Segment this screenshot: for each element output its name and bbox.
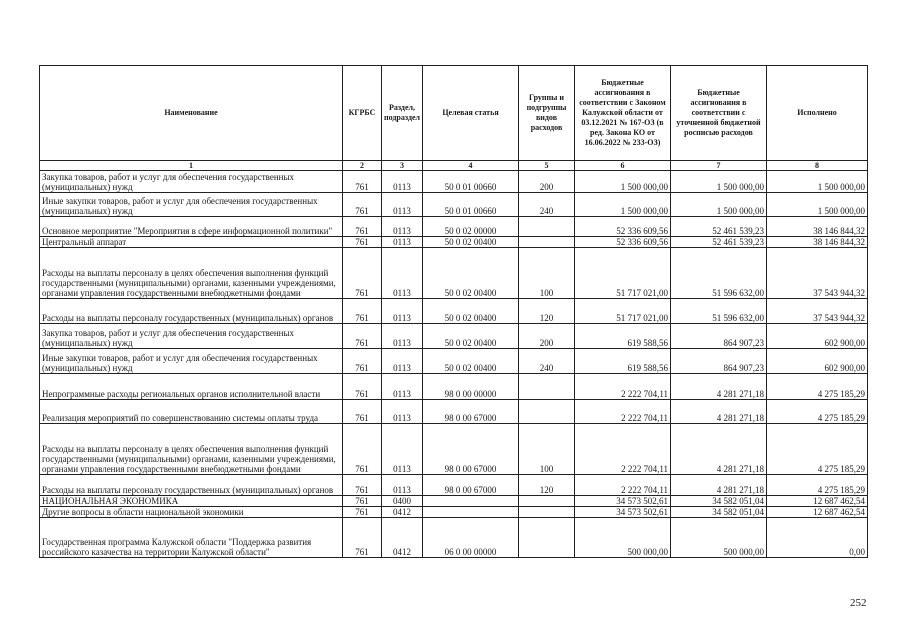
- budget-table: [39, 65, 868, 558]
- row-kgrbs: 761: [343, 299, 382, 324]
- row-razdel: 0412: [382, 507, 423, 518]
- table-row: [40, 324, 868, 349]
- row-group: [519, 217, 575, 237]
- row-target: 98 0 00 67000: [423, 400, 519, 424]
- header-kgrbs: КГРБС: [343, 66, 382, 161]
- row-razdel: 0113: [382, 193, 423, 217]
- row-target: 50 0 02 00400: [423, 349, 519, 374]
- row-executed: 1 500 000,00: [767, 171, 868, 193]
- row-kgrbs: 761: [343, 217, 382, 237]
- header-refined-allocation: Бюджетные ассигнования в соответствии с уточненной бюджетной росписью расходов: [671, 66, 767, 161]
- row-razdel: 0400: [382, 496, 423, 507]
- row-group: 200: [519, 324, 575, 349]
- row-law-allocation: 500 000,00: [575, 518, 671, 558]
- row-kgrbs: 761: [343, 518, 382, 558]
- table-row: [40, 193, 868, 217]
- row-kgrbs: 761: [343, 171, 382, 193]
- row-razdel: 0113: [382, 374, 423, 400]
- header-row: [40, 66, 868, 161]
- row-law-allocation: 51 717 021,00: [575, 299, 671, 324]
- row-refined-allocation: 52 461 539,23: [671, 217, 767, 237]
- column-number: 6: [575, 161, 671, 171]
- row-law-allocation: 52 336 609,56: [575, 237, 671, 248]
- table-row: [40, 507, 868, 518]
- table-row: [40, 400, 868, 424]
- row-executed: 38 146 844,32: [767, 217, 868, 237]
- row-refined-allocation: 500 000,00: [671, 518, 767, 558]
- row-target: 98 0 00 00000: [423, 374, 519, 400]
- row-kgrbs: 761: [343, 248, 382, 299]
- row-kgrbs: 761: [343, 507, 382, 518]
- table-row: [40, 518, 868, 558]
- page-number: 252: [850, 597, 867, 609]
- row-law-allocation: 619 588,56: [575, 349, 671, 374]
- row-refined-allocation: 51 596 632,00: [671, 248, 767, 299]
- row-group: 200: [519, 171, 575, 193]
- row-razdel: 0113: [382, 424, 423, 475]
- row-refined-allocation: 52 461 539,23: [671, 237, 767, 248]
- row-law-allocation: 1 500 000,00: [575, 171, 671, 193]
- row-target: [423, 507, 519, 518]
- row-group: 240: [519, 349, 575, 374]
- row-executed: 4 275 185,29: [767, 374, 868, 400]
- row-target: 50 0 02 00400: [423, 248, 519, 299]
- row-kgrbs: 761: [343, 496, 382, 507]
- row-kgrbs: 761: [343, 475, 382, 496]
- row-kgrbs: 761: [343, 324, 382, 349]
- row-target: 50 0 02 00400: [423, 237, 519, 248]
- row-refined-allocation: 34 582 051,04: [671, 496, 767, 507]
- row-name: Другие вопросы в области национальной экономики: [40, 507, 343, 518]
- header-name: Наименование: [40, 66, 343, 161]
- row-group: 120: [519, 299, 575, 324]
- header-law-allocation: Бюджетные ассигнования в соответствии с Законом Калужской области от 03.12.2021 № 167-ОЗ (в ред. Закона КО от 16.06.2022 № 233-ОЗ): [575, 66, 671, 161]
- header-razdel: Раздел, подраздел: [382, 66, 423, 161]
- row-law-allocation: 2 222 704,11: [575, 475, 671, 496]
- header-groups: Группы и подгруппы видов расходов: [519, 66, 575, 161]
- row-razdel: 0113: [382, 237, 423, 248]
- row-razdel: 0113: [382, 171, 423, 193]
- column-number: 1: [40, 161, 343, 171]
- table-row: [40, 475, 868, 496]
- row-name: Закупка товаров, работ и услуг для обеспечения государственных (муниципальных) нужд: [40, 171, 343, 193]
- row-target: 50 0 01 00660: [423, 171, 519, 193]
- row-name: Непрограммные расходы региональных органов исполнительной власти: [40, 374, 343, 400]
- row-executed: 1 500 000,00: [767, 193, 868, 217]
- row-name: НАЦИОНАЛЬНАЯ ЭКОНОМИКА: [40, 496, 343, 507]
- row-razdel: 0113: [382, 217, 423, 237]
- row-group: 240: [519, 193, 575, 217]
- row-name: Расходы на выплаты персоналу в целях обеспечения выполнения функций государственными (муниципальными) органами, казенными учреждениями, органами управления государственными внебюджетными фондами: [40, 248, 343, 299]
- row-kgrbs: 761: [343, 193, 382, 217]
- row-refined-allocation: 4 281 271,18: [671, 400, 767, 424]
- column-number: 2: [343, 161, 382, 171]
- table-row: [40, 217, 868, 237]
- row-name: Закупка товаров, работ и услуг для обеспечения государственных (муниципальных) нужд: [40, 324, 343, 349]
- row-law-allocation: 2 222 704,11: [575, 400, 671, 424]
- row-group: [519, 374, 575, 400]
- row-name: Иные закупки товаров, работ и услуг для обеспечения государственных (муниципальных) нужд: [40, 193, 343, 217]
- table-row: [40, 171, 868, 193]
- row-name: Реализация мероприятий по совершенствованию системы оплаты труда: [40, 400, 343, 424]
- row-refined-allocation: 4 281 271,18: [671, 475, 767, 496]
- row-target: 50 0 02 00400: [423, 299, 519, 324]
- column-number: 8: [767, 161, 868, 171]
- row-law-allocation: 34 573 502,61: [575, 496, 671, 507]
- row-law-allocation: 2 222 704,11: [575, 424, 671, 475]
- row-name: Расходы на выплаты персоналу государственных (муниципальных) органов: [40, 299, 343, 324]
- row-executed: 12 687 462,54: [767, 507, 868, 518]
- table-row: [40, 349, 868, 374]
- row-law-allocation: 34 573 502,61: [575, 507, 671, 518]
- row-executed: 4 275 185,29: [767, 424, 868, 475]
- table-row: [40, 496, 868, 507]
- row-group: [519, 400, 575, 424]
- column-number: 4: [423, 161, 519, 171]
- row-law-allocation: 1 500 000,00: [575, 193, 671, 217]
- row-group: [519, 507, 575, 518]
- table-row: [40, 374, 868, 400]
- table-row: [40, 248, 868, 299]
- column-number-row: [40, 161, 868, 171]
- row-razdel: 0412: [382, 518, 423, 558]
- table-row: [40, 424, 868, 475]
- row-law-allocation: 52 336 609,56: [575, 217, 671, 237]
- row-kgrbs: 761: [343, 424, 382, 475]
- row-kgrbs: 761: [343, 237, 382, 248]
- row-refined-allocation: 4 281 271,18: [671, 374, 767, 400]
- row-name: Государственная программа Калужской области "Поддержка развития российского казачества на территории Калужской области": [40, 518, 343, 558]
- row-refined-allocation: 864 907,23: [671, 324, 767, 349]
- row-name: Расходы на выплаты персоналу государственных (муниципальных) органов: [40, 475, 343, 496]
- row-name: Расходы на выплаты персоналу в целях обеспечения выполнения функций государственными (муниципальными) органами, казенными учреждениями, органами управления государственными внебюджетными фондами: [40, 424, 343, 475]
- row-law-allocation: 619 588,56: [575, 324, 671, 349]
- row-target: 98 0 00 67000: [423, 475, 519, 496]
- header-executed: Исполнено: [767, 66, 868, 161]
- row-razdel: 0113: [382, 299, 423, 324]
- row-law-allocation: 2 222 704,11: [575, 374, 671, 400]
- row-kgrbs: 761: [343, 349, 382, 374]
- row-executed: 0,00: [767, 518, 868, 558]
- row-target: 50 0 01 00660: [423, 193, 519, 217]
- row-name: Основное мероприятие "Мероприятия в сфере информационной политики": [40, 217, 343, 237]
- row-refined-allocation: 1 500 000,00: [671, 193, 767, 217]
- row-target: [423, 496, 519, 507]
- row-name: Иные закупки товаров, работ и услуг для обеспечения государственных (муниципальных) нужд: [40, 349, 343, 374]
- table-row: [40, 237, 868, 248]
- row-refined-allocation: 864 907,23: [671, 349, 767, 374]
- row-target: 50 0 02 00000: [423, 217, 519, 237]
- row-target: 98 0 00 67000: [423, 424, 519, 475]
- column-number: 5: [519, 161, 575, 171]
- row-refined-allocation: 4 281 271,18: [671, 424, 767, 475]
- row-group: 100: [519, 424, 575, 475]
- row-group: 120: [519, 475, 575, 496]
- row-kgrbs: 761: [343, 374, 382, 400]
- row-razdel: 0113: [382, 475, 423, 496]
- row-target: 06 0 00 00000: [423, 518, 519, 558]
- header-target: Целевая статья: [423, 66, 519, 161]
- row-kgrbs: 761: [343, 400, 382, 424]
- row-executed: 602 900,00: [767, 324, 868, 349]
- row-refined-allocation: 34 582 051,04: [671, 507, 767, 518]
- row-group: [519, 237, 575, 248]
- row-executed: 12 687 462,54: [767, 496, 868, 507]
- row-razdel: 0113: [382, 349, 423, 374]
- row-executed: 4 275 185,29: [767, 400, 868, 424]
- row-group: 100: [519, 248, 575, 299]
- row-executed: 602 900,00: [767, 349, 868, 374]
- row-executed: 37 543 944,32: [767, 299, 868, 324]
- row-razdel: 0113: [382, 248, 423, 299]
- row-group: [519, 496, 575, 507]
- row-executed: 37 543 944,32: [767, 248, 868, 299]
- row-refined-allocation: 1 500 000,00: [671, 171, 767, 193]
- table-row: [40, 299, 868, 324]
- row-group: [519, 518, 575, 558]
- row-executed: 38 146 844,32: [767, 237, 868, 248]
- column-number: 7: [671, 161, 767, 171]
- column-number: 3: [382, 161, 423, 171]
- row-razdel: 0113: [382, 324, 423, 349]
- row-razdel: 0113: [382, 400, 423, 424]
- row-target: 50 0 02 00400: [423, 324, 519, 349]
- row-executed: 4 275 185,29: [767, 475, 868, 496]
- row-law-allocation: 51 717 021,00: [575, 248, 671, 299]
- row-name: Центральный аппарат: [40, 237, 343, 248]
- row-refined-allocation: 51 596 632,00: [671, 299, 767, 324]
